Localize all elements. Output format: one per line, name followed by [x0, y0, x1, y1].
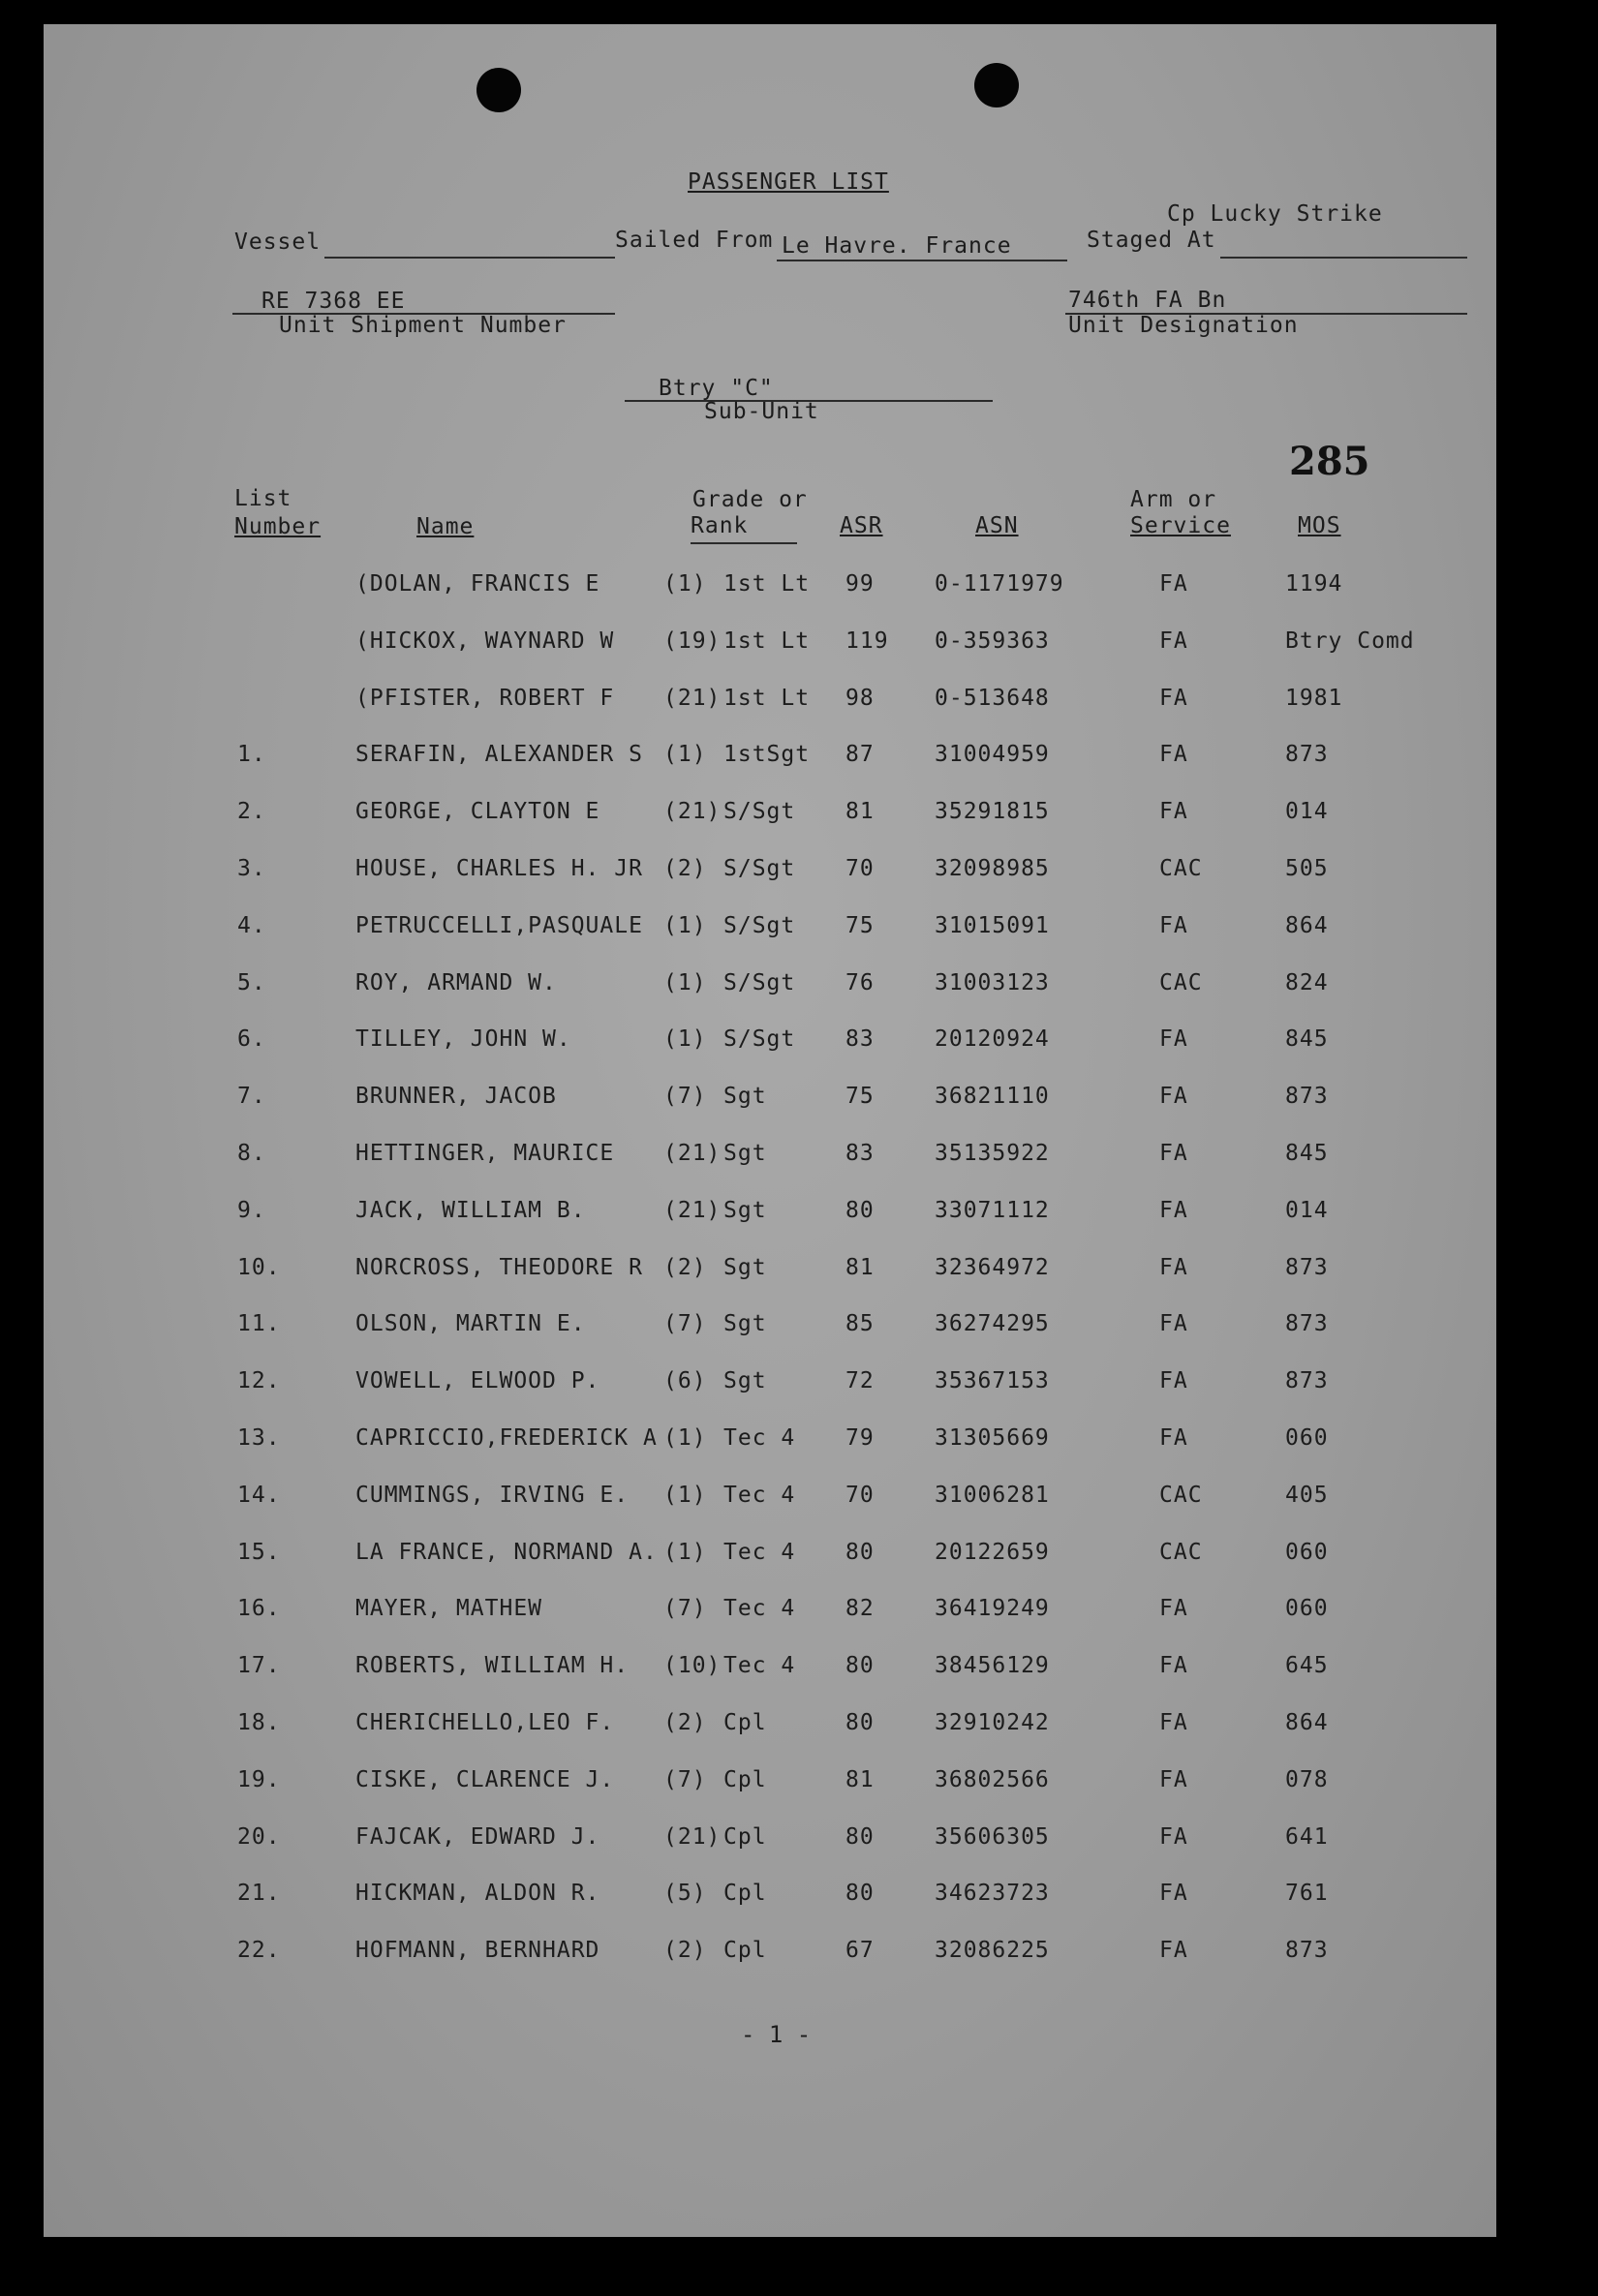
row-number: 2.	[237, 799, 266, 825]
row-mos: 864	[1285, 1710, 1329, 1735]
row-group: (1)	[663, 571, 707, 597]
row-asn: 35606305	[935, 1823, 1050, 1850]
row-arm: FA	[1159, 742, 1188, 768]
row-group: (5)	[663, 1881, 707, 1907]
row-rank: S/Sgt	[723, 799, 796, 825]
table-row	[44, 1881, 1496, 1919]
row-rank: Tec 4	[723, 1425, 796, 1451]
row-number: 5.	[237, 969, 266, 995]
table-row	[44, 799, 1496, 838]
row-group: (7)	[663, 1084, 707, 1110]
table-row	[44, 913, 1496, 952]
row-asr: 72	[845, 1368, 875, 1394]
row-group: (1)	[663, 1539, 707, 1565]
row-rank: Cpl	[723, 1823, 767, 1850]
row-asn: 32086225	[935, 1938, 1050, 1964]
table-row	[44, 970, 1496, 1009]
row-number: 7.	[237, 1084, 266, 1110]
page-title: PASSENGER LIST	[688, 169, 889, 195]
row-number: 8.	[237, 1141, 266, 1166]
col-grade-2: Rank	[691, 513, 749, 538]
sub-unit-value: Btry "C"	[659, 376, 774, 401]
row-asr: 76	[845, 969, 875, 995]
row-arm: FA	[1159, 1596, 1188, 1622]
row-asr: 80	[845, 1197, 875, 1223]
staged-at-value: Cp Lucky Strike	[1167, 201, 1383, 227]
row-mos: 761	[1285, 1881, 1329, 1907]
row-group: (2)	[663, 1710, 707, 1735]
row-name: SERAFIN, ALEXANDER S	[355, 742, 643, 768]
row-group: (21)	[663, 799, 722, 825]
row-mos: 873	[1285, 742, 1329, 768]
row-rank: Tec 4	[723, 1596, 796, 1622]
row-name: HETTINGER, MAURICE	[355, 1141, 615, 1166]
row-name: HICKMAN, ALDON R.	[355, 1881, 600, 1907]
row-arm: FA	[1159, 571, 1188, 597]
row-asr: 70	[845, 856, 875, 881]
row-asr: 75	[845, 1084, 875, 1110]
row-number: 19.	[237, 1766, 281, 1792]
row-rank: Sgt	[723, 1254, 767, 1280]
row-number: 9.	[237, 1197, 266, 1223]
row-group: (21)	[663, 1823, 722, 1850]
staged-at-label: Staged At	[1087, 228, 1216, 253]
row-name: MAYER, MATHEW	[355, 1596, 543, 1622]
row-name: CAPRICCIO,FREDERICK A	[355, 1425, 658, 1451]
table-row	[44, 1311, 1496, 1350]
row-name: VOWELL, ELWOOD P.	[355, 1368, 600, 1394]
row-group: (2)	[663, 856, 707, 881]
row-asn: 31003123	[935, 969, 1050, 995]
row-rank: 1st Lt	[723, 685, 811, 711]
row-asr: 75	[845, 912, 875, 938]
row-arm: FA	[1159, 1938, 1188, 1964]
row-group: (1)	[663, 1482, 707, 1508]
table-row	[44, 1084, 1496, 1122]
row-arm: FA	[1159, 912, 1188, 938]
row-name: ROY, ARMAND W.	[355, 969, 557, 995]
row-asr: 80	[845, 1881, 875, 1907]
row-arm: FA	[1159, 1710, 1188, 1735]
table-row	[44, 1767, 1496, 1806]
row-asn: 0-359363	[935, 628, 1050, 654]
sailed-from-line	[777, 260, 1067, 261]
row-mos: 505	[1285, 856, 1329, 881]
col-mos: MOS	[1298, 513, 1341, 538]
table-row	[44, 1483, 1496, 1521]
row-mos: 873	[1285, 1938, 1329, 1964]
row-mos: 405	[1285, 1482, 1329, 1508]
row-arm: FA	[1159, 1026, 1188, 1053]
row-name: JACK, WILLIAM B.	[355, 1197, 586, 1223]
row-name: LA FRANCE, NORMAND A.	[355, 1539, 658, 1565]
col-list-number-2: Number	[234, 514, 322, 539]
row-group: (10)	[663, 1653, 722, 1679]
row-asr: 67	[845, 1938, 875, 1964]
punch-hole	[974, 63, 1019, 107]
table-row	[44, 1938, 1496, 1976]
row-name: HOFMANN, BERNHARD	[355, 1938, 600, 1964]
table-row	[44, 571, 1496, 610]
row-name: OLSON, MARTIN E.	[355, 1311, 586, 1337]
row-group: (2)	[663, 1254, 707, 1280]
table-row	[44, 1026, 1496, 1065]
shipment-number-label: Unit Shipment Number	[279, 313, 567, 338]
row-name: BRUNNER, JACOB	[355, 1084, 557, 1110]
row-rank: Sgt	[723, 1368, 767, 1394]
table-row	[44, 1255, 1496, 1294]
row-name: ROBERTS, WILLIAM H.	[355, 1653, 630, 1679]
vessel-line	[324, 257, 615, 259]
table-row	[44, 1540, 1496, 1578]
row-asr: 82	[845, 1596, 875, 1622]
row-asn: 31305669	[935, 1425, 1050, 1451]
row-asn: 33071112	[935, 1197, 1050, 1223]
row-rank: 1st Lt	[723, 571, 811, 597]
row-rank: Sgt	[723, 1197, 767, 1223]
row-name: TILLEY, JOHN W.	[355, 1026, 571, 1053]
vessel-label: Vessel	[234, 230, 322, 255]
row-mos: 641	[1285, 1823, 1329, 1850]
row-group: (1)	[663, 1425, 707, 1451]
row-asn: 36821110	[935, 1084, 1050, 1110]
row-asr: 98	[845, 685, 875, 711]
row-asr: 87	[845, 742, 875, 768]
row-mos: 014	[1285, 799, 1329, 825]
row-name: (HICKOX, WAYNARD W	[355, 628, 615, 654]
row-arm: FA	[1159, 1653, 1188, 1679]
row-arm: FA	[1159, 1311, 1188, 1337]
row-arm: CAC	[1159, 1539, 1203, 1565]
table-row	[44, 1425, 1496, 1464]
row-arm: FA	[1159, 1425, 1188, 1451]
row-asr: 80	[845, 1823, 875, 1850]
row-number: 10.	[237, 1254, 281, 1280]
row-asr: 70	[845, 1482, 875, 1508]
row-asn: 36274295	[935, 1311, 1050, 1337]
punch-hole	[476, 68, 521, 112]
row-rank: 1stSgt	[723, 742, 811, 768]
row-mos: 1194	[1285, 571, 1343, 597]
col-asn: ASN	[975, 513, 1019, 538]
row-rank: Sgt	[723, 1311, 767, 1337]
row-rank: Sgt	[723, 1141, 767, 1166]
row-asn: 20122659	[935, 1539, 1050, 1565]
row-asn: 36419249	[935, 1596, 1050, 1622]
stamped-page-number: 285	[1289, 439, 1370, 484]
row-group: (6)	[663, 1368, 707, 1394]
row-group: (2)	[663, 1938, 707, 1964]
row-asn: 31006281	[935, 1482, 1050, 1508]
row-number: 21.	[237, 1881, 281, 1907]
row-group: (1)	[663, 1026, 707, 1053]
staged-at-line	[1220, 257, 1467, 259]
shipment-number-value: RE 7368 EE	[261, 289, 406, 314]
sub-unit-label: Sub-Unit	[704, 399, 819, 424]
table-row	[44, 1824, 1496, 1863]
row-group: (7)	[663, 1596, 707, 1622]
row-mos: 1981	[1285, 685, 1343, 711]
row-group: (19)	[663, 628, 722, 654]
unit-designation-value: 746th FA Bn	[1068, 288, 1227, 313]
row-rank: Cpl	[723, 1710, 767, 1735]
row-number: 14.	[237, 1482, 281, 1508]
row-asr: 80	[845, 1653, 875, 1679]
col-arm-2: Service	[1130, 513, 1231, 538]
row-number: 13.	[237, 1425, 281, 1451]
table-row	[44, 1710, 1496, 1749]
row-mos: 060	[1285, 1425, 1329, 1451]
table-row	[44, 742, 1496, 781]
row-mos: 824	[1285, 969, 1329, 995]
row-asn: 32364972	[935, 1254, 1050, 1280]
row-asn: 35291815	[935, 799, 1050, 825]
row-number: 3.	[237, 856, 266, 881]
row-asr: 85	[845, 1311, 875, 1337]
row-name: FAJCAK, EDWARD J.	[355, 1823, 600, 1850]
row-mos: 873	[1285, 1368, 1329, 1394]
row-number: 15.	[237, 1539, 281, 1565]
col-arm-1: Arm or	[1130, 487, 1217, 512]
row-arm: CAC	[1159, 969, 1203, 995]
row-name: CISKE, CLARENCE J.	[355, 1766, 615, 1792]
row-asr: 119	[845, 628, 889, 654]
table-row	[44, 1141, 1496, 1179]
row-asr: 80	[845, 1710, 875, 1735]
row-asn: 38456129	[935, 1653, 1050, 1679]
row-mos: 845	[1285, 1141, 1329, 1166]
row-asn: 0-1171979	[935, 571, 1064, 597]
row-arm: FA	[1159, 1823, 1188, 1850]
row-number: 16.	[237, 1596, 281, 1622]
row-arm: CAC	[1159, 1482, 1203, 1508]
row-mos: 864	[1285, 912, 1329, 938]
row-asn: 32910242	[935, 1710, 1050, 1735]
row-name: NORCROSS, THEODORE R	[355, 1254, 643, 1280]
row-arm: FA	[1159, 1141, 1188, 1166]
table-row	[44, 686, 1496, 724]
row-number: 17.	[237, 1653, 281, 1679]
unit-designation-label: Unit Designation	[1068, 313, 1299, 338]
row-number: 20.	[237, 1823, 281, 1850]
row-name: PETRUCCELLI,PASQUALE	[355, 912, 643, 938]
row-asn: 32098985	[935, 856, 1050, 881]
table-row	[44, 628, 1496, 667]
table-row	[44, 856, 1496, 895]
row-number: 4.	[237, 912, 266, 938]
row-number: 12.	[237, 1368, 281, 1394]
row-mos: 078	[1285, 1766, 1329, 1792]
row-rank: S/Sgt	[723, 856, 796, 881]
col-grade-underline	[691, 542, 797, 544]
row-group: (21)	[663, 1197, 722, 1223]
row-group: (21)	[663, 1141, 722, 1166]
row-number: 1.	[237, 742, 266, 768]
row-asn: 34623723	[935, 1881, 1050, 1907]
row-arm: FA	[1159, 1881, 1188, 1907]
row-rank: S/Sgt	[723, 969, 796, 995]
row-rank: Cpl	[723, 1938, 767, 1964]
row-asr: 83	[845, 1141, 875, 1166]
col-grade-1: Grade or	[692, 487, 808, 512]
row-name: CUMMINGS, IRVING E.	[355, 1482, 630, 1508]
row-number: 22.	[237, 1938, 281, 1964]
row-rank: S/Sgt	[723, 912, 796, 938]
row-mos: 873	[1285, 1084, 1329, 1110]
row-mos: 060	[1285, 1539, 1329, 1565]
row-name: (DOLAN, FRANCIS E	[355, 571, 600, 597]
row-arm: FA	[1159, 1368, 1188, 1394]
row-rank: 1st Lt	[723, 628, 811, 654]
row-arm: FA	[1159, 628, 1188, 654]
row-asr: 81	[845, 799, 875, 825]
row-name: (PFISTER, ROBERT F	[355, 685, 615, 711]
row-arm: FA	[1159, 799, 1188, 825]
table-row	[44, 1653, 1496, 1692]
row-name: CHERICHELLO,LEO F.	[355, 1710, 615, 1735]
row-name: HOUSE, CHARLES H. JR	[355, 856, 643, 881]
row-asr: 99	[845, 571, 875, 597]
row-group: (1)	[663, 912, 707, 938]
row-mos: 060	[1285, 1596, 1329, 1622]
col-list-number-1: List	[234, 486, 292, 511]
row-mos: 873	[1285, 1311, 1329, 1337]
row-asn: 20120924	[935, 1026, 1050, 1053]
row-mos: 645	[1285, 1653, 1329, 1679]
col-name: Name	[416, 514, 475, 539]
table-row	[44, 1368, 1496, 1407]
document-sheet	[44, 24, 1496, 2237]
page-footer: - 1 -	[741, 2021, 812, 2048]
row-group: (1)	[663, 969, 707, 995]
row-rank: Tec 4	[723, 1482, 796, 1508]
row-asn: 0-513648	[935, 685, 1050, 711]
row-asr: 83	[845, 1026, 875, 1053]
sailed-from-label: Sailed From	[615, 228, 774, 253]
row-rank: Cpl	[723, 1881, 767, 1907]
row-number: 11.	[237, 1311, 281, 1337]
row-asr: 80	[845, 1539, 875, 1565]
row-group: (1)	[663, 742, 707, 768]
row-asr: 81	[845, 1766, 875, 1792]
row-rank: Cpl	[723, 1766, 767, 1792]
row-arm: FA	[1159, 685, 1188, 711]
row-rank: Tec 4	[723, 1539, 796, 1565]
row-mos: 845	[1285, 1026, 1329, 1053]
row-arm: FA	[1159, 1254, 1188, 1280]
row-asn: 36802566	[935, 1766, 1050, 1792]
row-asn: 35367153	[935, 1368, 1050, 1394]
table-row	[44, 1198, 1496, 1237]
row-rank: Sgt	[723, 1084, 767, 1110]
sailed-from-value: Le Havre. France	[782, 233, 1012, 259]
row-mos: 873	[1285, 1254, 1329, 1280]
row-rank: S/Sgt	[723, 1026, 796, 1053]
row-group: (7)	[663, 1766, 707, 1792]
row-asn: 35135922	[935, 1141, 1050, 1166]
row-asn: 31004959	[935, 742, 1050, 768]
row-arm: FA	[1159, 1766, 1188, 1792]
row-asr: 81	[845, 1254, 875, 1280]
row-arm: CAC	[1159, 856, 1203, 881]
row-name: GEORGE, CLAYTON E	[355, 799, 600, 825]
row-group: (21)	[663, 685, 722, 711]
row-arm: FA	[1159, 1197, 1188, 1223]
row-rank: Tec 4	[723, 1653, 796, 1679]
row-mos: Btry Comd	[1285, 628, 1415, 654]
row-mos: 014	[1285, 1197, 1329, 1223]
table-row	[44, 1596, 1496, 1635]
row-arm: FA	[1159, 1084, 1188, 1110]
row-asr: 79	[845, 1425, 875, 1451]
row-number: 6.	[237, 1026, 266, 1053]
row-asn: 31015091	[935, 912, 1050, 938]
row-group: (7)	[663, 1311, 707, 1337]
row-number: 18.	[237, 1710, 281, 1735]
col-asr: ASR	[840, 513, 883, 538]
